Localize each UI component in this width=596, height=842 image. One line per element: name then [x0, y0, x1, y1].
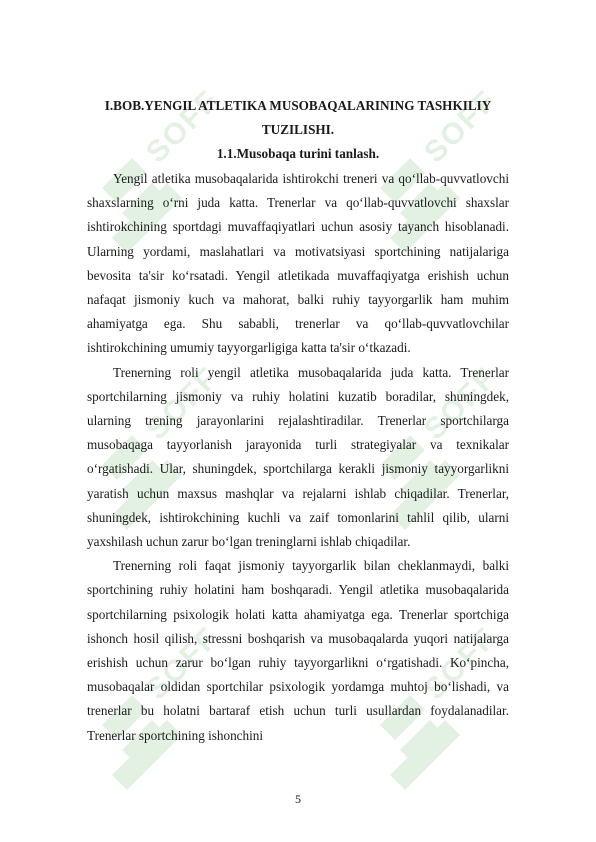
body-text	[87, 167, 509, 748]
chapter-title-line2: TUZILISHI.	[261, 122, 335, 137]
watermark-text: SOFF	[140, 360, 226, 447]
paragraph: Trenerning roli faqat jismoniy tayyorgarlik bilan cheklanmaydi, balki sportchining ruhiy holatini ham boshqaradi. Yengil atletika musobaqalarida sportchilarning psixologik holati katta ahamiyatga ega. Trenerlar sportchiga ishonch hosil qilish, stressni boshqarish va musobaqalarda yuqori natijalarga erishish uchun zarur bo‘lgan ruhiy tayyorgarlikni o‘rgatishadi. Ko‘pincha, musobaqalar oldidan sportchilar psixologik yordamga muhtoj bo‘lishadi, va trenerlar bu holatni bartaraf etish uchun turli usullardan foydalanadilar. Trenerlar sportchining ishonchini	[87, 558, 509, 743]
watermark-text: SOFF	[418, 620, 504, 707]
watermark-text: SOFF	[140, 83, 226, 170]
page-number: 5	[295, 792, 301, 806]
paragraph: Trenerning roli yengil atletika musobaqalarida juda katta. Trenerlar sportchilarning jismoniy va ruhiy holatini kuzatib boradilar, shuningdek, ularning trening jarayonlarini rejalashtiradilar. Trenerlar sportchilarga musobaqaga tayyorlanish jarayonida turli strategiyalar va texnikalar o‘rgatishadi. Ular, shuningdek, sportchilarga kerakli jismoniy tayyorgarlikni yaratish uchun maxsus mashqlar va rejalarni ishlab chiqadilar. Trenerlar, shuningdek, ishtirokchining kuchli va zaif tomonlarini tahlil qilib, ularni yaxshilash uchun zarur bo‘lgan treninglarni ishlab chiqadilar.	[87, 364, 509, 550]
paragraph: Yengil atletika musobaqalarida ishtirokchi treneri va qo‘llab-quvvatlovchi shaxslarning o‘rni juda katta. Trenerlar va qo‘llab-quvvatlovchi shaxslar ishtirokchining sportdagi muvaffaqiyatlari uchun asosiy tayanch hisoblanadi. Ularning yordami, maslahatlari va motivatsiyasi sportchining natijalariga bevosita ta'sir ko‘rsatadi. Yengil atletikada muvaffaqiyatga erishish uchun nafaqat jismoniy kuch va mahorat, balki ruhiy tayyorgarlik ham muhim ahamiyatga ega. Shu sababli, trenerlar va qo‘llab-quvvatlovchilar ishtirokchining umumiy tayyorgarligiga katta ta'sir o‘tkazadi.	[87, 171, 509, 356]
watermark-text: SOFF	[140, 620, 226, 707]
chapter-title-line1: I.BOB.YENGIL ATLETIKA MUSOBAQALARINING TASHKILIY	[104, 98, 492, 113]
watermark-text: SOFF	[418, 83, 504, 170]
section-title: 1.1.Musobaqa turini tanlash.	[216, 146, 380, 161]
watermark-text: SOFF	[418, 360, 504, 447]
